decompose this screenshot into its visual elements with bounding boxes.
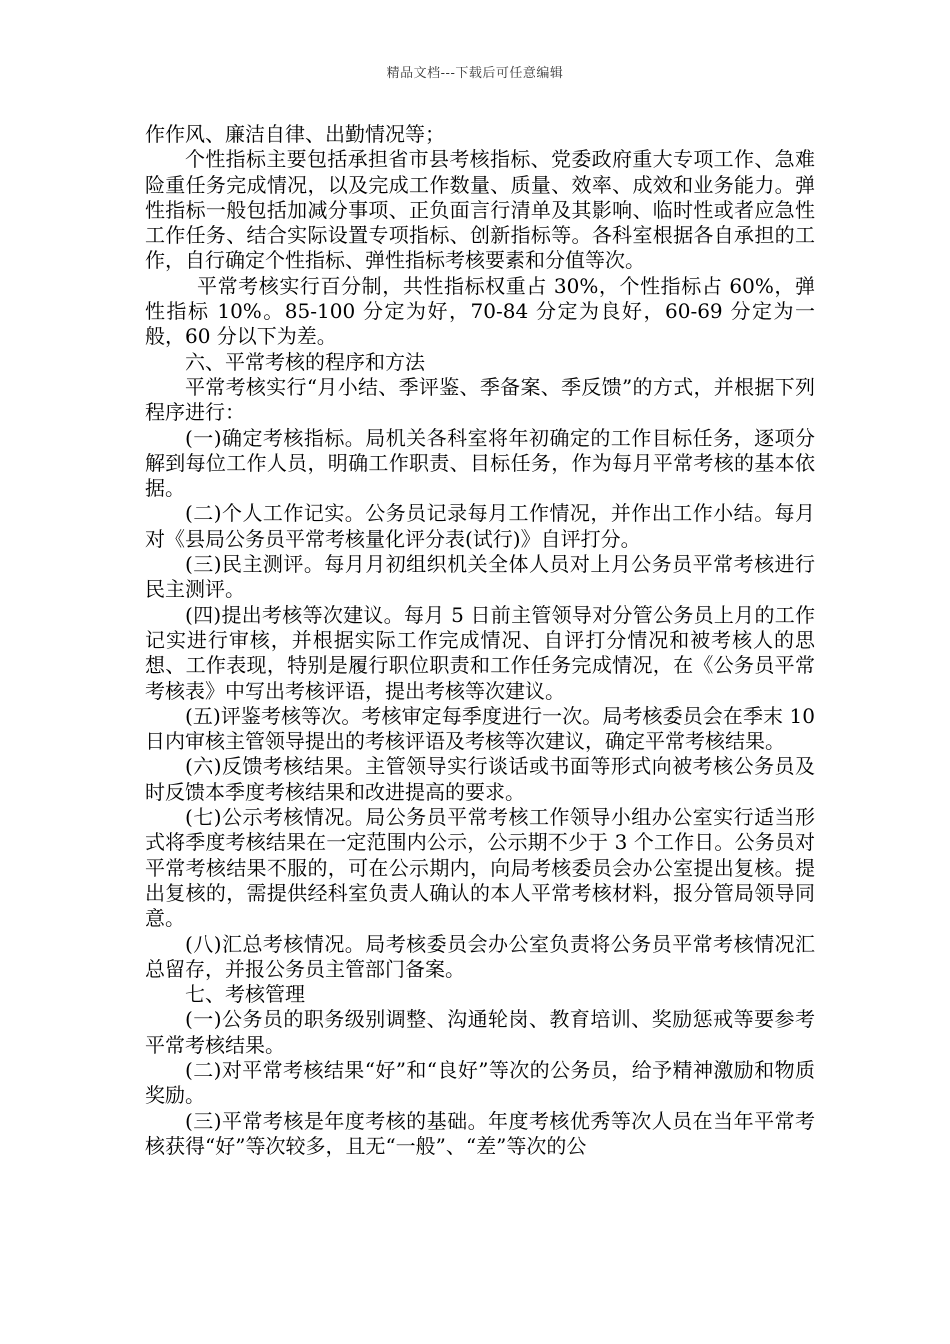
page-header: 精品文档---下载后可任意编辑 [386, 66, 564, 81]
paragraph-management-3: (三)平常考核是年度考核的基础。年度考核优秀等次人员在当年平常考核获得“好”等次较多，且无“一般”、“差”等次的公 [145, 1108, 815, 1158]
paragraph-continuation: 作作风、廉洁自律、出勤情况等； [145, 122, 445, 146]
document-body [145, 122, 815, 1159]
paragraph-assessment-method: 平常考核实行“月小结、季评鉴、季备案、季反馈”的方式，并根据下列程序进行： [145, 374, 815, 425]
paragraph-step-4: (四)提出考核等次建议。每月 5 日前主管领导对分管公务员上月的工作记实进行审核，并根据实际工作完成情况、自评打分情况和被考核人的思想、工作表现，特别是履行职位职责和工作任务完成情况，在《公务员平常考核表》中写出考核评语，提出考核等次建议。 [145, 602, 815, 703]
paragraph-step-3: (三)民主测评。每月月初组织机关全体人员对上月公务员平常考核进行民主测评。 [145, 552, 815, 602]
paragraph-step-5: (五)评鉴考核等次。考核审定每季度进行一次。局考核委员会在季末 10 日内审核主管领导提出的考核评语及考核等次建议，确定平常考核结果。 [145, 703, 815, 754]
paragraph-step-8: (八)汇总考核情况。局考核委员会办公室负责将公务员平常考核情况汇总留存，并报公务员主管部门备案。 [145, 931, 815, 981]
section-heading-six: 六、平常考核的程序和方法 [185, 349, 425, 374]
section-heading-seven: 七、考核管理 [185, 982, 305, 1007]
paragraph-step-6: (六)反馈考核结果。主管领导实行谈话或书面等形式向被考核公务员及时反馈本季度考核结果和改进提高的要求。 [145, 754, 815, 804]
paragraph-step-2: (二)个人工作记实。公务员记录每月工作情况，并作出工作小结。每月对《县局公务员平常考核量化评分表(试行)》自评打分。 [145, 501, 815, 551]
paragraph-management-2: (二)对平常考核结果“好”和“良好”等次的公务员，给予精神激励和物质奖励。 [145, 1057, 815, 1108]
paragraph-step-7: (七)公示考核情况。局公务员平常考核工作领导小组办公室实行适当形式将季度考核结果在一定范围内公示，公示期不少于 3 个工作日。公务员对平常考核结果不服的，可在公示期内，向局考核委员会办公室提出复核。提出复核的，需提供经科室负责人确认的本人平常考核材料，报分管局领导同意。 [145, 805, 815, 931]
paragraph-individual-indicators: 个性指标主要包括承担省市县考核指标、党委政府重大专项工作、急难险重任务完成情况，以及完成工作数量、质量、效率、成效和业务能力。弹性指标一般包括加减分事项、正负面言行清单及其影响、临时性或者应急性工作任务、结合实际设置专项指标、创新指标等。各科室根据各自承担的工作，自行确定个性指标、弹性指标考核要素和分值等次。 [145, 147, 815, 273]
paragraph-scoring: 平常考核实行百分制，共性指标权重占 30%，个性指标占 60%，弹性指标 10%。85-100 分定为好，70-84 分定为良好，60-69 分定为一般，60 分以下为差。 [145, 273, 815, 349]
paragraph-management-1: (一)公务员的职务级别调整、沟通轮岗、教育培训、奖励惩戒等要参考平常考核结果。 [145, 1007, 815, 1057]
paragraph-step-1: (一)确定考核指标。局机关各科室将年初确定的工作目标任务，逐项分解到每位工作人员，明确工作职责、目标任务，作为每月平常考核的基本依据。 [145, 425, 815, 501]
